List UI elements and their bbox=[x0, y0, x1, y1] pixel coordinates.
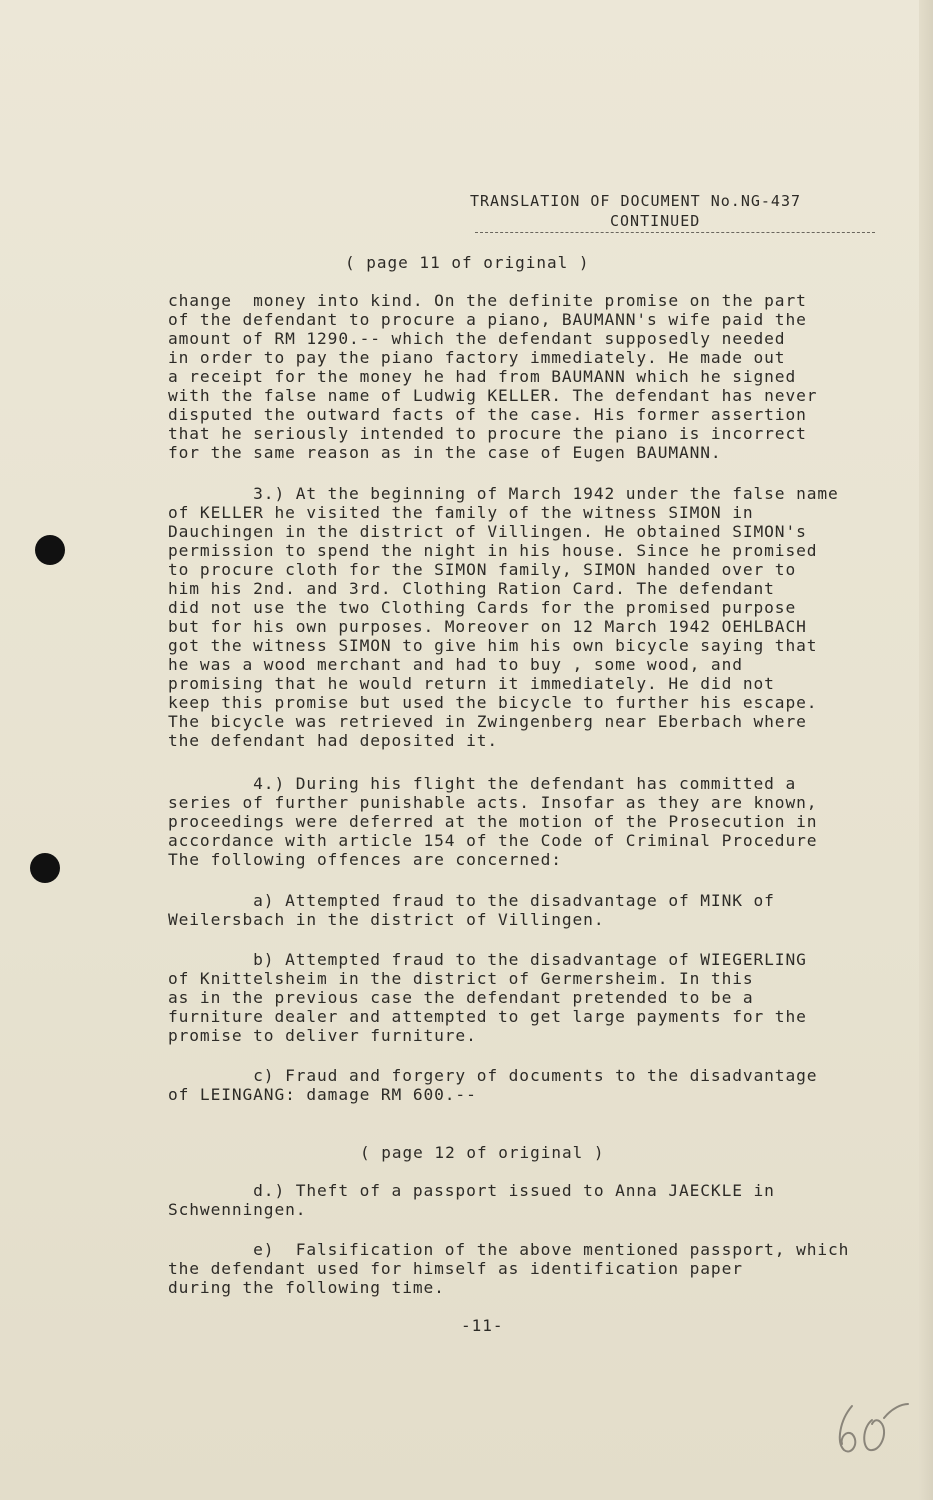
punch-hole-top bbox=[35, 535, 65, 565]
punch-hole-bottom bbox=[30, 853, 60, 883]
header-rule bbox=[475, 232, 875, 233]
document-title: TRANSLATION OF DOCUMENT No.NG-437 bbox=[470, 192, 802, 210]
paragraph-d-passport-theft: d.) Theft of a passport issued to Anna JAECKLE in Schwenningen. bbox=[168, 1181, 775, 1219]
page-marker-12: ( page 12 of original ) bbox=[360, 1143, 605, 1162]
paragraph-baumann-piano: change money into kind. On the definite promise on the part of the defendant to procure a piano, BAUMANN's wife paid the amount of RM 1290.-- which the defendant supposedly needed in order to pay the piano factory immediately. He made out a receipt for the money he had from BAUMANN which he signed with the false name of Ludwig KELLER. The defendant has never disputed the outward facts of the case. His former assertion that he seriously intended to procure the piano is incorrect for the same reason as in the case of Eugen BAUMANN. bbox=[168, 291, 818, 462]
page-number: -11- bbox=[461, 1316, 504, 1335]
paragraph-4-flight: 4.) During his flight the defendant has committed a series of further punishable acts. Insofar as they are known, proceedings were deferred at the motion of the Prosecution in accordance with article 154 of the Code of Criminal Procedure The following offences are concerned: bbox=[168, 774, 818, 869]
document-subtitle: CONTINUED bbox=[610, 212, 701, 230]
paragraph-a-mink: a) Attempted fraud to the disadvantage of MINK of Weilersbach in the district of Villingen. bbox=[168, 891, 775, 929]
page-marker-11: ( page 11 of original ) bbox=[345, 253, 590, 272]
paragraph-c-leingang: c) Fraud and forgery of documents to the disadvantage of LEINGANG: damage RM 600.-- bbox=[168, 1066, 818, 1104]
paragraph-b-wiegerling: b) Attempted fraud to the disadvantage of WIEGERLING of Knittelsheim in the district of Germersheim. In this as in the previous case the defendant pretended to be a furniture dealer and attempted to get large payments for the promise to deliver furniture. bbox=[168, 950, 807, 1045]
paper-edge bbox=[919, 0, 933, 1500]
document-header bbox=[470, 192, 870, 230]
handwritten-page-note bbox=[832, 1398, 912, 1458]
paragraph-e-falsification: e) Falsification of the above mentioned passport, which the defendant used for himself as identification paper during the following time. bbox=[168, 1240, 850, 1297]
paragraph-3-simon: 3.) At the beginning of March 1942 under the false name of KELLER he visited the family of the witness SIMON in Dauchingen in the district of Villingen. He obtained SIMON's permission to spend the night in his house. Since he promised to procure cloth for the SIMON family, SIMON handed over to him his 2nd. and 3rd. Clothing Ration Card. The defendant did not use the two Clothing Cards for the promised purpose but for his own purposes. Moreover on 12 March 1942 OEHLBACH got the witness SIMON to give him his own bicycle saying that he was a wood merchant and had to buy , some wood, and promising that he would return it immediately. He did not keep this promise but used the bicycle to further his escape. The bicycle was retrieved in Zwingenberg near Eberbach where the defendant had deposited it. bbox=[168, 484, 839, 750]
